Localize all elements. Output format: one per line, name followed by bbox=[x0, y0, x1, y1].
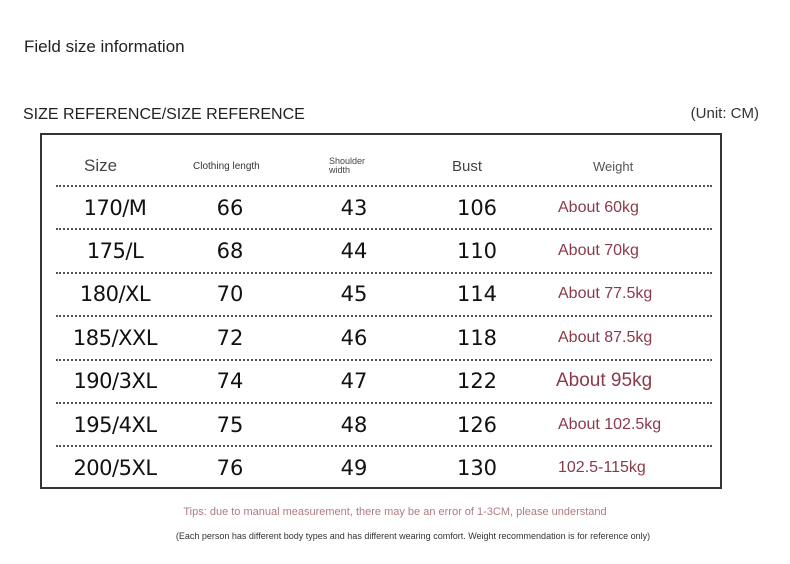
size-table bbox=[40, 133, 722, 489]
cell-clothing-length: 76 bbox=[216, 455, 244, 480]
cell-clothing-length: 68 bbox=[216, 238, 244, 263]
table-row bbox=[42, 186, 720, 229]
cell-size: 195/4XL bbox=[73, 412, 157, 437]
cell-shoulder-width: 49 bbox=[340, 455, 368, 480]
cell-bust: 106 bbox=[456, 195, 498, 220]
cell-bust: 110 bbox=[456, 238, 498, 263]
tips-text: Tips: due to manual measurement, there may be an error of 1-3CM, please understand bbox=[183, 506, 607, 518]
cell-shoulder-width: 46 bbox=[340, 325, 368, 350]
cell-bust: 122 bbox=[456, 369, 498, 394]
cell-weight: About 77.5kg bbox=[558, 285, 653, 303]
cell-clothing-length: 66 bbox=[216, 195, 244, 220]
table-row bbox=[42, 273, 720, 316]
table-row bbox=[42, 446, 720, 489]
unit-label: (Unit: CM) bbox=[690, 105, 759, 122]
cell-bust: 118 bbox=[456, 325, 498, 350]
cell-size: 175/L bbox=[86, 238, 144, 263]
header-weight: Weight bbox=[593, 158, 634, 174]
header-shoulder-line2: width bbox=[329, 165, 351, 175]
reference-note: (Each person has different body types and has different wearing comfort. Weight recommendation is for reference only) bbox=[175, 531, 651, 541]
cell-shoulder-width: 47 bbox=[340, 369, 368, 394]
table-row bbox=[42, 403, 720, 446]
cell-size: 185/XXL bbox=[72, 325, 158, 350]
cell-bust: 114 bbox=[456, 282, 498, 307]
cell-shoulder-width: 44 bbox=[340, 238, 368, 263]
size-reference-heading: SIZE REFERENCE/SIZE REFERENCE bbox=[23, 106, 305, 123]
cell-shoulder-width: 48 bbox=[340, 412, 368, 437]
cell-size: 170/M bbox=[83, 195, 147, 220]
cell-weight: About 70kg bbox=[558, 241, 639, 259]
table-row bbox=[42, 229, 720, 272]
header-clothing-length: Clothing length bbox=[193, 160, 260, 172]
cell-weight: About 87.5kg bbox=[558, 328, 653, 346]
cell-shoulder-width: 45 bbox=[340, 282, 368, 307]
header-shoulder-line1: Shoulder bbox=[329, 156, 366, 166]
table-row bbox=[42, 316, 720, 359]
cell-weight: About 60kg bbox=[558, 198, 639, 216]
page-title: Field size information bbox=[24, 37, 185, 56]
cell-shoulder-width: 43 bbox=[340, 195, 368, 220]
cell-weight: About 102.5kg bbox=[558, 415, 662, 433]
cell-clothing-length: 70 bbox=[216, 282, 244, 307]
cell-clothing-length: 75 bbox=[216, 412, 244, 437]
cell-bust: 130 bbox=[456, 455, 498, 480]
cell-size: 180/XL bbox=[79, 282, 151, 307]
cell-size: 200/5XL bbox=[73, 455, 157, 480]
table-header bbox=[42, 149, 720, 183]
header-shoulder-width bbox=[329, 149, 365, 183]
cell-weight: 102.5-115kg bbox=[558, 458, 646, 476]
cell-size: 190/3XL bbox=[73, 369, 157, 394]
cell-clothing-length: 72 bbox=[216, 325, 244, 350]
cell-clothing-length: 74 bbox=[216, 369, 244, 394]
header-size: Size bbox=[84, 156, 118, 175]
cell-bust: 126 bbox=[456, 412, 498, 437]
header-bust: Bust bbox=[452, 157, 483, 175]
table-row bbox=[42, 360, 720, 403]
cell-weight: About 95kg bbox=[556, 370, 653, 392]
